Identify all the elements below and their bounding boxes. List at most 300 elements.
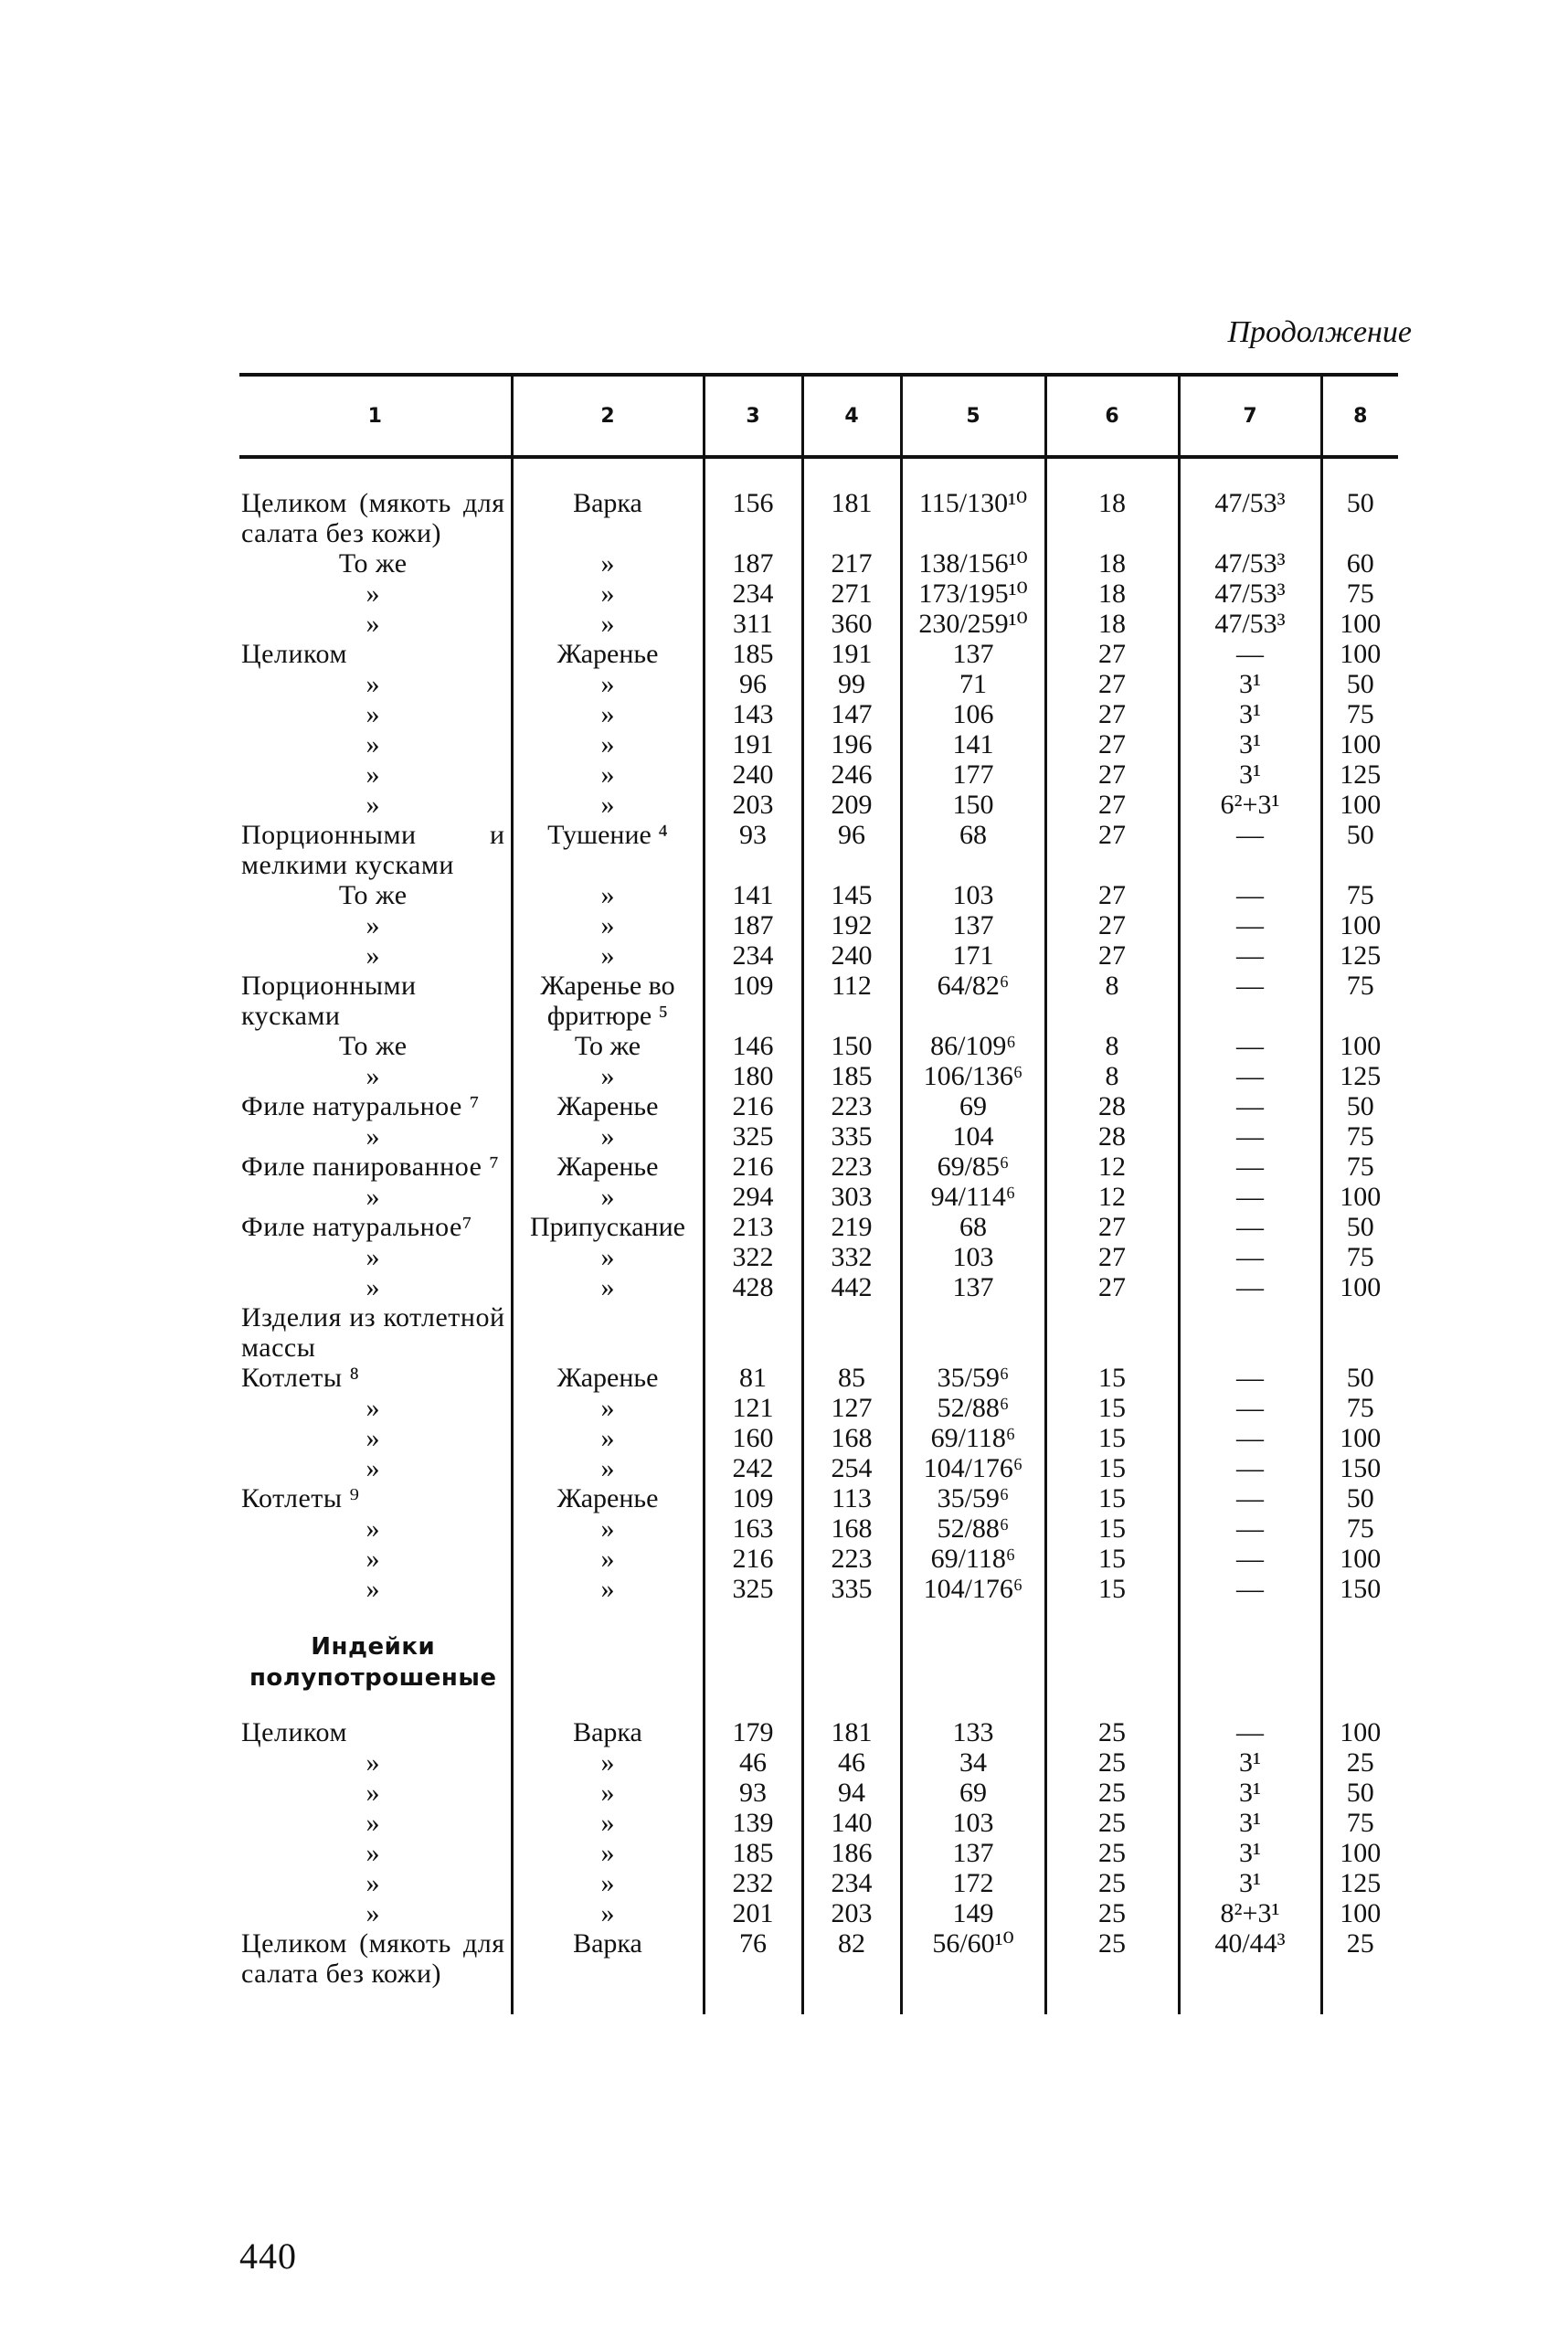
table-cell-col-8: 100 bbox=[1321, 790, 1398, 820]
table-cell-col-7: 8²+3¹ bbox=[1179, 1898, 1321, 1928]
table-cell-col-4: 94 bbox=[802, 1778, 901, 1808]
table-cell-col-8: 60 bbox=[1321, 548, 1398, 579]
table-cell-col-8: 75 bbox=[1321, 1808, 1398, 1838]
table-row bbox=[239, 699, 1398, 729]
table-cell-col-4: 223 bbox=[802, 1544, 901, 1574]
table-cell-col-1: Целиком (мякоть для салата без кожи) bbox=[241, 488, 505, 548]
table-cell-col-3: 322 bbox=[704, 1242, 802, 1272]
table-cell-col-4: 209 bbox=[802, 790, 901, 820]
table-cell-col-6: 15 bbox=[1045, 1544, 1179, 1574]
table-cell-col-6: 25 bbox=[1045, 1808, 1179, 1838]
table-cell-col-4: 234 bbox=[802, 1868, 901, 1898]
table-cell-col-2: » bbox=[512, 880, 704, 910]
table-row bbox=[239, 1272, 1398, 1302]
table-cell-col-3: 201 bbox=[704, 1898, 802, 1928]
table-cell-col-7: — bbox=[1179, 1717, 1321, 1747]
table-cell-col-5: 230/259¹⁰ bbox=[901, 609, 1045, 639]
table-cell-col-5: 68 bbox=[901, 1212, 1045, 1242]
table-cell-col-3: 156 bbox=[704, 457, 802, 548]
table-cell-col-1: » bbox=[366, 1747, 380, 1778]
table-cell-col-1: Целиком bbox=[241, 639, 347, 669]
table-cell-col-7 bbox=[1179, 1302, 1321, 1363]
table-cell-col-3: 121 bbox=[704, 1393, 802, 1423]
table-cell-col-4: 185 bbox=[802, 1061, 901, 1091]
table-cell-col-4: 240 bbox=[802, 940, 901, 971]
table-cell-col-7: — bbox=[1179, 910, 1321, 940]
table-cell-col-6: 27 bbox=[1045, 910, 1179, 940]
table-cell-col-7: — bbox=[1179, 1574, 1321, 1604]
table-cell-col-3: 232 bbox=[704, 1868, 802, 1898]
table-cell-col-1: » bbox=[366, 1868, 380, 1898]
table-cell-col-8: 125 bbox=[1321, 759, 1398, 790]
table-cell-col-5: 177 bbox=[901, 759, 1045, 790]
table-cell-col-6: 8 bbox=[1045, 971, 1179, 1031]
table-cell-col-1: Филе натуральное ⁷ bbox=[241, 1091, 480, 1121]
table-cell-col-5: 69/85⁶ bbox=[901, 1152, 1045, 1182]
table-cell-col-2: » bbox=[512, 1121, 704, 1152]
table-cell-col-6: 25 bbox=[1045, 1717, 1179, 1747]
table-cell-col-3: 216 bbox=[704, 1091, 802, 1121]
table-cell-col-8: 75 bbox=[1321, 1242, 1398, 1272]
table-row bbox=[239, 1061, 1398, 1091]
table-cell-col-4: 217 bbox=[802, 548, 901, 579]
table-row bbox=[239, 820, 1398, 880]
table-cell-col-2: » bbox=[512, 729, 704, 759]
table-cell-col-5: 137 bbox=[901, 1838, 1045, 1868]
table-cell-col-8: 150 bbox=[1321, 1453, 1398, 1483]
table-cell-col-6: 15 bbox=[1045, 1423, 1179, 1453]
table-cell-col-5: 69/118⁶ bbox=[901, 1423, 1045, 1453]
table-cell-col-5: 52/88⁶ bbox=[901, 1393, 1045, 1423]
table-cell-col-7: 3¹ bbox=[1179, 669, 1321, 699]
table-cell-col-6: 27 bbox=[1045, 880, 1179, 910]
table-cell-col-2: » bbox=[512, 699, 704, 729]
table-cell-col-3: 76 bbox=[704, 1928, 802, 2014]
table-cell-col-3: 185 bbox=[704, 1838, 802, 1868]
table-cell-col-6: 27 bbox=[1045, 639, 1179, 669]
table-cell-col-2: » bbox=[512, 1747, 704, 1778]
table-cell-col-3: 143 bbox=[704, 699, 802, 729]
table-cell-col-8: 100 bbox=[1321, 1898, 1398, 1928]
table-cell-col-3: 187 bbox=[704, 548, 802, 579]
table-cell-col-2: » bbox=[512, 579, 704, 609]
table-cell-col-3: 203 bbox=[704, 790, 802, 820]
table-cell-col-3: 46 bbox=[704, 1747, 802, 1778]
table-cell-col-6: 12 bbox=[1045, 1182, 1179, 1212]
table-row bbox=[239, 1747, 1398, 1778]
continuation-label: Продолжение bbox=[1227, 315, 1412, 349]
table-cell-col-6: 27 bbox=[1045, 759, 1179, 790]
table-cell-col-3: 109 bbox=[704, 971, 802, 1031]
table-cell-col-4: 203 bbox=[802, 1898, 901, 1928]
table-row bbox=[239, 880, 1398, 910]
data-table-container bbox=[239, 373, 1398, 2014]
section-row bbox=[239, 1604, 1398, 1717]
table-cell-col-5: 115/130¹⁰ bbox=[901, 457, 1045, 548]
table-cell-col-1: » bbox=[366, 1453, 380, 1483]
table-cell-col-5: 172 bbox=[901, 1868, 1045, 1898]
table-row bbox=[239, 457, 1398, 548]
table-cell-col-7: 3¹ bbox=[1179, 1778, 1321, 1808]
table-row bbox=[239, 1212, 1398, 1242]
table-cell-col-6: 27 bbox=[1045, 699, 1179, 729]
table-cell-col-7: — bbox=[1179, 1483, 1321, 1513]
table-cell-col-3: 325 bbox=[704, 1121, 802, 1152]
table-cell-col-7: 3¹ bbox=[1179, 759, 1321, 790]
table-cell-col-6: 18 bbox=[1045, 548, 1179, 579]
table-cell-col-3: 146 bbox=[704, 1031, 802, 1061]
table-cell-col-4: 223 bbox=[802, 1091, 901, 1121]
table-cell-col-5: 150 bbox=[901, 790, 1045, 820]
table-cell-col-7: 6²+3¹ bbox=[1179, 790, 1321, 820]
table-cell-col-8: 50 bbox=[1321, 1778, 1398, 1808]
table-row bbox=[239, 669, 1398, 699]
table-cell-col-6: 27 bbox=[1045, 940, 1179, 971]
table-cell-col-1: Изделия из котлетной массы bbox=[241, 1302, 505, 1363]
table-cell-col-2: Жаренье bbox=[512, 1091, 704, 1121]
table-cell-col-3: 81 bbox=[704, 1363, 802, 1393]
table-cell-col-4: 82 bbox=[802, 1928, 901, 2014]
table-cell-col-2: » bbox=[512, 1453, 704, 1483]
column-header-1: 1 bbox=[239, 375, 512, 457]
table-row bbox=[239, 1393, 1398, 1423]
table-cell-col-7: — bbox=[1179, 1061, 1321, 1091]
table-cell-col-6: 27 bbox=[1045, 1212, 1179, 1242]
table-cell-col-7: — bbox=[1179, 1091, 1321, 1121]
table-cell-col-4: 219 bbox=[802, 1212, 901, 1242]
table-cell-col-4: 196 bbox=[802, 729, 901, 759]
table-cell-col-6: 28 bbox=[1045, 1121, 1179, 1152]
table-row bbox=[239, 971, 1398, 1031]
table-cell-col-5: 69/118⁶ bbox=[901, 1544, 1045, 1574]
page-number: 440 bbox=[239, 2235, 297, 2277]
table-cell-col-6: 25 bbox=[1045, 1778, 1179, 1808]
table-cell-col-8: 25 bbox=[1321, 1747, 1398, 1778]
table-cell-col-1: Филе панированное ⁷ bbox=[241, 1152, 500, 1182]
column-header-8: 8 bbox=[1321, 375, 1398, 457]
table-cell-col-6: 27 bbox=[1045, 1272, 1179, 1302]
table-cell-col-6: 25 bbox=[1045, 1747, 1179, 1778]
table-cell-col-2: » bbox=[512, 1272, 704, 1302]
table-cell-col-2: » bbox=[512, 759, 704, 790]
table-cell-col-3: 242 bbox=[704, 1453, 802, 1483]
table-cell-col-8: 50 bbox=[1321, 669, 1398, 699]
table-cell-col-8 bbox=[1321, 1302, 1398, 1363]
table-cell-col-5: 149 bbox=[901, 1898, 1045, 1928]
table-cell-col-1: Котлеты ⁹ bbox=[241, 1483, 360, 1513]
table-row bbox=[239, 1302, 1398, 1363]
table-row bbox=[239, 1717, 1398, 1747]
table-cell-col-5: 71 bbox=[901, 669, 1045, 699]
table-cell-col-2: » bbox=[512, 1423, 704, 1453]
table-cell-col-2: Жаренье bbox=[512, 1363, 704, 1393]
table-cell-col-1: » bbox=[366, 1061, 380, 1091]
table-row bbox=[239, 579, 1398, 609]
table-row bbox=[239, 1868, 1398, 1898]
table-cell-col-2: Тушение ⁴ bbox=[512, 820, 704, 880]
table-cell-col-2: Жаренье bbox=[512, 1152, 704, 1182]
table-cell-col-8: 100 bbox=[1321, 729, 1398, 759]
table-body bbox=[239, 457, 1398, 2014]
table-header-row bbox=[239, 375, 1398, 457]
table-row bbox=[239, 609, 1398, 639]
table-row bbox=[239, 1363, 1398, 1393]
table-cell-col-6: 15 bbox=[1045, 1513, 1179, 1544]
table-cell-col-6: 15 bbox=[1045, 1483, 1179, 1513]
table-cell-col-2: Варка bbox=[512, 1928, 704, 2014]
table-cell-col-1: » bbox=[366, 759, 380, 790]
table-cell-col-7: — bbox=[1179, 1393, 1321, 1423]
table-cell-col-1: Филе натуральное⁷ bbox=[241, 1212, 472, 1242]
table-cell-col-2: » bbox=[512, 1513, 704, 1544]
table-cell-col-8: 75 bbox=[1321, 699, 1398, 729]
table-cell-col-5: 137 bbox=[901, 1272, 1045, 1302]
column-header-6: 6 bbox=[1045, 375, 1179, 457]
table-cell-col-6: 27 bbox=[1045, 1242, 1179, 1272]
table-cell-col-2: » bbox=[512, 1061, 704, 1091]
table-cell-col-6: 25 bbox=[1045, 1928, 1179, 2014]
section-heading: Индейки полупотрошеные bbox=[249, 1633, 497, 1692]
table-cell-col-2: Жаренье во фритюре ⁵ bbox=[512, 971, 704, 1031]
table-cell-col-8: 50 bbox=[1321, 1363, 1398, 1393]
table-cell-col-1: » bbox=[366, 940, 380, 971]
table-cell-col-7: — bbox=[1179, 1242, 1321, 1272]
table-cell-col-8: 100 bbox=[1321, 1031, 1398, 1061]
table-row bbox=[239, 1182, 1398, 1212]
column-header-3: 3 bbox=[704, 375, 802, 457]
table-cell-col-4: 335 bbox=[802, 1121, 901, 1152]
table-cell-col-1: » bbox=[366, 1121, 380, 1152]
table-cell-col-7: — bbox=[1179, 820, 1321, 880]
table-cell-col-1: » bbox=[366, 609, 380, 639]
table-cell-col-7: 3¹ bbox=[1179, 729, 1321, 759]
table-cell-col-5: 52/88⁶ bbox=[901, 1513, 1045, 1544]
table-cell-col-8: 100 bbox=[1321, 910, 1398, 940]
table-cell-col-2: » bbox=[512, 1778, 704, 1808]
table-cell-col-5: 68 bbox=[901, 820, 1045, 880]
table-cell-col-3: 139 bbox=[704, 1808, 802, 1838]
table-row bbox=[239, 759, 1398, 790]
table-cell-col-7: — bbox=[1179, 1182, 1321, 1212]
table-cell-col-4: 191 bbox=[802, 639, 901, 669]
table-cell-empty bbox=[802, 1604, 901, 1717]
table-row bbox=[239, 910, 1398, 940]
table-cell-col-1: » bbox=[366, 1544, 380, 1574]
table-cell-col-5: 137 bbox=[901, 910, 1045, 940]
table-cell-col-3: 180 bbox=[704, 1061, 802, 1091]
table-cell-col-3: 163 bbox=[704, 1513, 802, 1544]
table-cell-col-6: 18 bbox=[1045, 457, 1179, 548]
table-cell-col-3: 191 bbox=[704, 729, 802, 759]
table-cell-col-1: » bbox=[366, 1393, 380, 1423]
table-cell-col-1: То же bbox=[338, 880, 408, 910]
table-cell-empty bbox=[1321, 1604, 1398, 1717]
table-cell-col-7: 47/53³ bbox=[1179, 609, 1321, 639]
table-cell-col-1: » bbox=[366, 1242, 380, 1272]
table-cell-col-8: 25 bbox=[1321, 1928, 1398, 2014]
table-cell-col-8: 50 bbox=[1321, 1212, 1398, 1242]
table-cell-col-1: Порционными и мелкими кусками bbox=[241, 820, 505, 880]
table-cell-col-1: » bbox=[366, 1574, 380, 1604]
table-cell-col-5: 35/59⁶ bbox=[901, 1483, 1045, 1513]
table-cell-col-7: — bbox=[1179, 1212, 1321, 1242]
table-row bbox=[239, 1423, 1398, 1453]
table-cell-col-1: » bbox=[366, 669, 380, 699]
table-cell-col-8: 100 bbox=[1321, 1544, 1398, 1574]
table-row bbox=[239, 790, 1398, 820]
table-cell-col-6: 8 bbox=[1045, 1061, 1179, 1091]
table-cell-col-3: 160 bbox=[704, 1423, 802, 1453]
table-cell-col-5: 104/176⁶ bbox=[901, 1453, 1045, 1483]
table-cell-col-4: 85 bbox=[802, 1363, 901, 1393]
table-cell-col-4: 168 bbox=[802, 1513, 901, 1544]
table-cell-col-1: Целиком (мякоть для салата без кожи) bbox=[241, 1928, 505, 1989]
table-cell-empty bbox=[704, 1604, 802, 1717]
table-cell-col-5: 137 bbox=[901, 639, 1045, 669]
table-cell-col-4: 181 bbox=[802, 1717, 901, 1747]
table-cell-col-2: » bbox=[512, 910, 704, 940]
table-cell-col-5: 104/176⁶ bbox=[901, 1574, 1045, 1604]
table-cell-col-4: 99 bbox=[802, 669, 901, 699]
table-cell-col-7: — bbox=[1179, 1121, 1321, 1152]
table-cell-col-5: 171 bbox=[901, 940, 1045, 971]
table-cell-col-7: — bbox=[1179, 1363, 1321, 1393]
table-cell-col-5: 86/109⁶ bbox=[901, 1031, 1045, 1061]
table-cell-col-4: 181 bbox=[802, 457, 901, 548]
table-cell-col-1: » bbox=[366, 1423, 380, 1453]
table-cell-col-3: 93 bbox=[704, 1778, 802, 1808]
table-cell-col-1: То же bbox=[338, 1031, 408, 1061]
table-cell-col-5: 69 bbox=[901, 1091, 1045, 1121]
table-cell-col-5: 106/136⁶ bbox=[901, 1061, 1045, 1091]
table-row bbox=[239, 1242, 1398, 1272]
table-cell-col-8: 100 bbox=[1321, 1272, 1398, 1302]
table-cell-col-3: 294 bbox=[704, 1182, 802, 1212]
table-cell-col-6: 27 bbox=[1045, 790, 1179, 820]
table-cell-col-4: 113 bbox=[802, 1483, 901, 1513]
table-cell-col-8: 75 bbox=[1321, 1121, 1398, 1152]
recipe-yield-table bbox=[239, 373, 1398, 2014]
table-cell-col-6: 8 bbox=[1045, 1031, 1179, 1061]
table-cell-col-5 bbox=[901, 1302, 1045, 1363]
table-cell-col-1: » bbox=[366, 790, 380, 820]
table-cell-col-3: 311 bbox=[704, 609, 802, 639]
column-header-7: 7 bbox=[1179, 375, 1321, 457]
table-cell-col-3: 240 bbox=[704, 759, 802, 790]
table-row bbox=[239, 1091, 1398, 1121]
table-cell-col-7: 47/53³ bbox=[1179, 548, 1321, 579]
table-cell-col-5: 64/82⁶ bbox=[901, 971, 1045, 1031]
table-cell-col-6: 15 bbox=[1045, 1453, 1179, 1483]
table-cell-col-4: 127 bbox=[802, 1393, 901, 1423]
table-cell-col-8: 50 bbox=[1321, 820, 1398, 880]
table-cell-col-4: 442 bbox=[802, 1272, 901, 1302]
table-cell-col-1: » bbox=[366, 699, 380, 729]
table-cell-col-7: — bbox=[1179, 1513, 1321, 1544]
table-cell-col-3: 187 bbox=[704, 910, 802, 940]
table-row bbox=[239, 1483, 1398, 1513]
column-header-2: 2 bbox=[512, 375, 704, 457]
table-cell-col-4: 246 bbox=[802, 759, 901, 790]
column-header-4: 4 bbox=[802, 375, 901, 457]
table-cell-col-6: 25 bbox=[1045, 1838, 1179, 1868]
table-cell-col-3 bbox=[704, 1302, 802, 1363]
table-cell-col-2: » bbox=[512, 940, 704, 971]
table-row bbox=[239, 1898, 1398, 1928]
table-cell-col-4: 303 bbox=[802, 1182, 901, 1212]
table-cell-col-7: — bbox=[1179, 1031, 1321, 1061]
table-cell-col-4: 147 bbox=[802, 699, 901, 729]
table-row bbox=[239, 639, 1398, 669]
table-cell-col-3: 141 bbox=[704, 880, 802, 910]
table-cell-col-2 bbox=[512, 1302, 704, 1363]
table-cell-col-7: 3¹ bbox=[1179, 1868, 1321, 1898]
table-cell-col-8: 100 bbox=[1321, 1717, 1398, 1747]
table-cell-col-1: » bbox=[366, 1513, 380, 1544]
table-cell-col-8: 50 bbox=[1321, 1483, 1398, 1513]
table-cell-col-8: 50 bbox=[1321, 457, 1398, 548]
table-cell-col-2: » bbox=[512, 1868, 704, 1898]
table-cell-col-2: » bbox=[512, 1808, 704, 1838]
table-cell-col-7: — bbox=[1179, 1453, 1321, 1483]
table-cell-col-4: 332 bbox=[802, 1242, 901, 1272]
table-row bbox=[239, 940, 1398, 971]
table-cell-col-3: 428 bbox=[704, 1272, 802, 1302]
table-cell-col-1: Порционными кусками bbox=[241, 971, 417, 1031]
table-cell-col-8: 75 bbox=[1321, 971, 1398, 1031]
table-cell-col-1: » bbox=[366, 1898, 380, 1928]
table-cell-col-6: 27 bbox=[1045, 820, 1179, 880]
table-cell-col-6: 27 bbox=[1045, 729, 1179, 759]
table-cell-col-8: 100 bbox=[1321, 639, 1398, 669]
table-row bbox=[239, 1928, 1398, 2014]
table-cell-col-3: 325 bbox=[704, 1574, 802, 1604]
table-cell-col-4: 223 bbox=[802, 1152, 901, 1182]
table-cell-col-6: 12 bbox=[1045, 1152, 1179, 1182]
table-cell-col-2: » bbox=[512, 790, 704, 820]
table-cell-col-7: 3¹ bbox=[1179, 1747, 1321, 1778]
table-cell-col-5: 103 bbox=[901, 1808, 1045, 1838]
table-cell-col-3: 109 bbox=[704, 1483, 802, 1513]
table-cell-col-7: — bbox=[1179, 1423, 1321, 1453]
table-cell-col-6: 27 bbox=[1045, 669, 1179, 699]
table-cell-col-4: 96 bbox=[802, 820, 901, 880]
table-cell-col-4: 140 bbox=[802, 1808, 901, 1838]
table-cell-col-2: » bbox=[512, 669, 704, 699]
table-row bbox=[239, 1121, 1398, 1152]
table-cell-col-5: 56/60¹⁰ bbox=[901, 1928, 1045, 2014]
table-cell-col-3: 216 bbox=[704, 1544, 802, 1574]
table-row bbox=[239, 1808, 1398, 1838]
table-cell-col-2: » bbox=[512, 609, 704, 639]
table-cell-col-6: 15 bbox=[1045, 1574, 1179, 1604]
table-cell-col-1: » bbox=[366, 1778, 380, 1808]
table-cell-col-5: 69 bbox=[901, 1778, 1045, 1808]
table-cell-col-4: 192 bbox=[802, 910, 901, 940]
table-cell-col-8: 50 bbox=[1321, 1091, 1398, 1121]
table-cell-col-7: — bbox=[1179, 880, 1321, 910]
table-cell-col-3: 216 bbox=[704, 1152, 802, 1182]
table-cell-col-2: Варка bbox=[512, 457, 704, 548]
table-cell-col-7: 47/53³ bbox=[1179, 579, 1321, 609]
table-cell-col-4: 150 bbox=[802, 1031, 901, 1061]
table-cell-col-5: 103 bbox=[901, 880, 1045, 910]
table-cell-col-1: » bbox=[366, 1272, 380, 1302]
table-cell-col-2: Варка bbox=[512, 1717, 704, 1747]
table-cell-col-4 bbox=[802, 1302, 901, 1363]
table-cell-col-7: 3¹ bbox=[1179, 1808, 1321, 1838]
table-cell-col-6: 18 bbox=[1045, 579, 1179, 609]
